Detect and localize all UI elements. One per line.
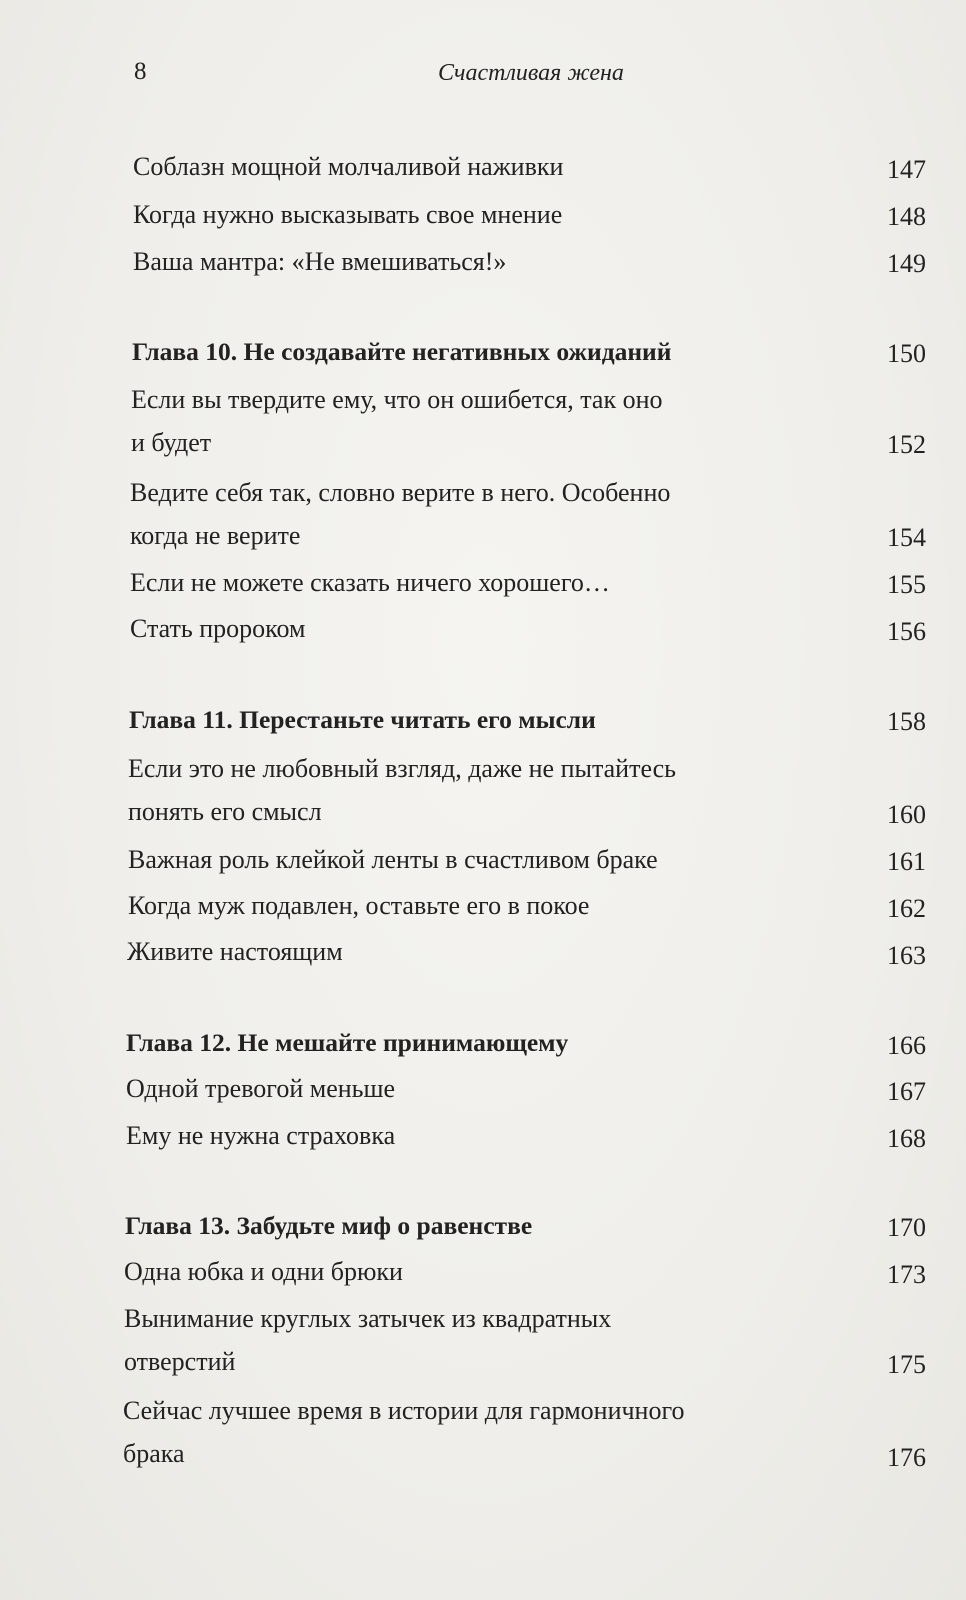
- toc-entry-page: 168: [887, 1124, 926, 1153]
- toc-chapter-title: Глава 10. Не создавайте негативных ожиданий: [132, 337, 672, 366]
- toc-entry-title-continued: когда не верите: [130, 521, 301, 550]
- toc-entry-title: Вынимание круглых затычек из квадратных: [124, 1304, 612, 1333]
- toc-chapter-page: 170: [887, 1213, 926, 1242]
- toc-entry-title: Важная роль клейкой ленты в счастливом браке: [128, 845, 658, 874]
- toc-entry-title: Одна юбка и одни брюки: [124, 1257, 403, 1286]
- toc-entry-title: Ваша мантра: «Не вмешиваться!»: [133, 247, 507, 276]
- toc-chapter-page: 158: [887, 707, 926, 736]
- toc-chapter-title: Глава 11. Перестаньте читать его мысли: [129, 705, 596, 734]
- toc-entry-page: 162: [887, 894, 926, 923]
- book-title: Счастливая жена: [438, 60, 624, 86]
- toc-entry-title: Соблазн мощной молчаливой наживки: [133, 152, 564, 181]
- toc-entry-title: Если вы твердите ему, что он ошибется, так оно: [131, 385, 663, 414]
- toc-entry-title: Ведите себя так, словно верите в него. Особенно: [130, 478, 671, 507]
- toc-entry-title: Стать пророком: [130, 614, 306, 643]
- toc-entry-title: Если не можете сказать ничего хорошего…: [130, 568, 610, 597]
- toc-entry-page: 155: [887, 570, 926, 599]
- toc-entry-page: 175: [887, 1350, 926, 1379]
- toc-entry-title: Когда нужно высказывать свое мнение: [133, 200, 563, 229]
- toc-entry-page: 154: [887, 523, 926, 552]
- toc-entry-title: Если это не любовный взгляд, даже не пытайтесь: [128, 754, 677, 783]
- toc-entry-page: 161: [887, 847, 926, 876]
- toc-entry-title: Одной тревогой меньше: [126, 1074, 396, 1103]
- toc-entry-page: 173: [887, 1260, 926, 1289]
- toc-entry-page: 152: [887, 430, 926, 459]
- toc-chapter-title: Глава 13. Забудьте миф о равенстве: [125, 1211, 533, 1240]
- toc-entry-page: 163: [887, 941, 926, 970]
- toc-entry-page: 160: [887, 800, 926, 829]
- toc-entry-title-continued: брака: [123, 1439, 185, 1468]
- toc-entry-title-continued: отверстий: [124, 1347, 236, 1376]
- toc-entry-page: 176: [887, 1443, 926, 1472]
- toc-entry-page: 148: [887, 202, 926, 231]
- toc-entry-page: 167: [887, 1077, 926, 1106]
- toc-entry-title: Живите настоящим: [127, 937, 343, 966]
- toc-chapter-title: Глава 12. Не мешайте принимающему: [126, 1028, 569, 1057]
- toc-entry-page: 147: [887, 155, 926, 184]
- toc-entry-title: Ему не нужна страховка: [126, 1121, 396, 1150]
- toc-chapter-page: 150: [887, 339, 926, 368]
- toc-chapter-page: 166: [887, 1031, 926, 1060]
- page-number: 8: [134, 58, 147, 85]
- toc-entry-title-continued: понять его смысл: [128, 797, 322, 826]
- toc-entry-title: Сейчас лучшее время в истории для гармоничного: [123, 1396, 685, 1425]
- toc-entry-page: 149: [887, 249, 926, 278]
- toc-entry-page: 156: [887, 617, 926, 646]
- toc-entry-title-continued: и будет: [131, 428, 212, 457]
- toc-entry-title: Когда муж подавлен, оставьте его в покое: [128, 891, 590, 920]
